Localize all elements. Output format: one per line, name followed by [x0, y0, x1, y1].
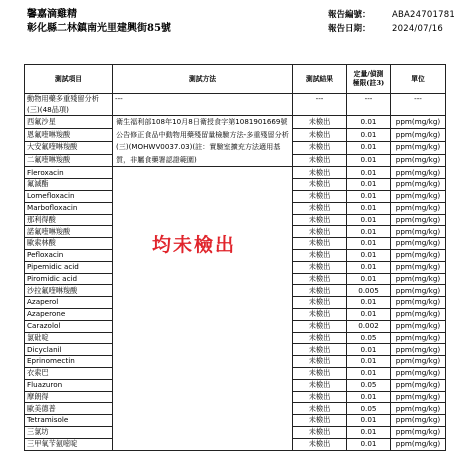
column-header-limit: 定量/偵測 極限(註3) — [347, 65, 391, 94]
detection-limit: 0.01 — [347, 297, 391, 309]
test-item: 歐美德普 — [25, 403, 113, 415]
unit: ppm(mg/kg) — [391, 320, 446, 332]
test-result: 未檢出 — [293, 332, 347, 344]
test-item: Carazolol — [25, 320, 113, 332]
test-result: 未檢出 — [293, 344, 347, 356]
unit: ppm(mg/kg) — [391, 344, 446, 356]
test-result: 未檢出 — [293, 285, 347, 297]
test-item: Fleroxacin — [25, 167, 113, 179]
unit: ppm(mg/kg) — [391, 202, 446, 214]
detection-limit: 0.05 — [347, 332, 391, 344]
test-item: 大安氟喹啉羧酸 — [25, 141, 113, 154]
unit: ppm(mg/kg) — [391, 415, 446, 427]
unit: ppm(mg/kg) — [391, 285, 446, 297]
test-item: 氯砒啶 — [25, 332, 113, 344]
unit: ppm(mg/kg) — [391, 308, 446, 320]
column-header-item: 測試項目 — [25, 65, 113, 94]
test-result: 未檢出 — [293, 128, 347, 141]
test-result: 未檢出 — [293, 249, 347, 261]
detection-limit: 0.05 — [347, 379, 391, 391]
group-item: 動物用藥多重殘留分析(三)(48品項) — [25, 94, 113, 116]
unit: ppm(mg/kg) — [391, 379, 446, 391]
all-not-detected-stamp: 均未檢出 — [152, 234, 237, 256]
detection-limit: 0.01 — [347, 415, 391, 427]
unit: ppm(mg/kg) — [391, 190, 446, 202]
detection-limit: 0.01 — [347, 367, 391, 379]
detection-limit: 0.01 — [347, 141, 391, 154]
detection-limit: 0.01 — [347, 226, 391, 238]
test-item: 二氟喹啉羧酸 — [25, 154, 113, 167]
test-item: Eprinomectin — [25, 356, 113, 368]
test-result: 未檢出 — [293, 415, 347, 427]
unit: ppm(mg/kg) — [391, 141, 446, 154]
detection-limit: 0.01 — [347, 128, 391, 141]
column-header-unit: 單位 — [391, 65, 446, 94]
test-item: Azaperol — [25, 297, 113, 309]
detection-limit: 0.01 — [347, 249, 391, 261]
column-header-method: 測試方法 — [113, 65, 293, 94]
company-address: 彰化縣二林鎮南光里建興街85號 — [27, 23, 171, 34]
test-result: 未檢出 — [293, 226, 347, 238]
detection-limit: 0.01 — [347, 214, 391, 226]
report-number: ABA24701781 — [392, 10, 455, 20]
table-row — [25, 167, 446, 179]
test-result: 未檢出 — [293, 116, 347, 129]
test-result: 未檢出 — [293, 438, 347, 450]
test-result: 未檢出 — [293, 356, 347, 368]
unit: ppm(mg/kg) — [391, 403, 446, 415]
detection-limit: 0.01 — [347, 238, 391, 250]
detection-limit: 0.01 — [347, 261, 391, 273]
unit: ppm(mg/kg) — [391, 273, 446, 285]
unit: ppm(mg/kg) — [391, 391, 446, 403]
report-number-label: 報告編號： — [328, 10, 371, 20]
test-result: 未檢出 — [293, 379, 347, 391]
detection-limit: 0.01 — [347, 438, 391, 450]
test-result: 未檢出 — [293, 320, 347, 332]
test-result: 未檢出 — [293, 273, 347, 285]
detection-limit: 0.01 — [347, 202, 391, 214]
test-result: 未檢出 — [293, 154, 347, 167]
detection-limit: 0.005 — [347, 285, 391, 297]
unit: ppm(mg/kg) — [391, 367, 446, 379]
company-name: 馨嘉滴雞精 — [27, 9, 77, 20]
detection-limit: 0.01 — [347, 426, 391, 438]
report-date-label: 報告日期： — [328, 24, 371, 34]
report-number-row — [328, 8, 455, 22]
test-method-continued — [113, 167, 293, 450]
group-method: --- — [113, 94, 293, 116]
unit: ppm(mg/kg) — [391, 116, 446, 129]
unit: ppm(mg/kg) — [391, 128, 446, 141]
test-result: 未檢出 — [293, 238, 347, 250]
test-result: 未檢出 — [293, 403, 347, 415]
report-date: 2024/07/16 — [392, 24, 443, 34]
detection-limit: 0.01 — [347, 391, 391, 403]
test-item: Azaperone — [25, 308, 113, 320]
unit: ppm(mg/kg) — [391, 356, 446, 368]
test-item: Tetramisole — [25, 415, 113, 427]
detection-limit: 0.01 — [347, 356, 391, 368]
unit: ppm(mg/kg) — [391, 249, 446, 261]
test-result: 未檢出 — [293, 308, 347, 320]
test-item: 三氯坊 — [25, 426, 113, 438]
table-header-row — [25, 65, 446, 94]
test-item: Pipemidic acid — [25, 261, 113, 273]
unit: ppm(mg/kg) — [391, 238, 446, 250]
detection-limit: 0.01 — [347, 154, 391, 167]
test-item: Piromidic acid — [25, 273, 113, 285]
test-results-table — [24, 64, 446, 451]
test-item: 摩朗得 — [25, 391, 113, 403]
test-result: 未檢出 — [293, 202, 347, 214]
detection-limit: 0.01 — [347, 190, 391, 202]
test-result: 未檢出 — [293, 141, 347, 154]
test-item: 三甲氧苄氨嘧啶 — [25, 438, 113, 450]
test-method: 衛生福利部108年10月8日衛授食字第1081901669號公告修正食品中動物用藥殘留量檢驗方法-多重殘留分析(三)(MOHWV0037.03)(註：實驗室擴充方法適用基質，非屬食藥署認證範圍) — [113, 116, 293, 167]
unit: ppm(mg/kg) — [391, 438, 446, 450]
detection-limit: 0.01 — [347, 344, 391, 356]
group-row — [25, 94, 446, 116]
test-item: 氟滅酯 — [25, 179, 113, 191]
group-limit: --- — [347, 94, 391, 116]
detection-limit: 0.002 — [347, 320, 391, 332]
detection-limit: 0.05 — [347, 403, 391, 415]
test-item: 諾氟喹啉羧酸 — [25, 226, 113, 238]
detection-limit: 0.01 — [347, 167, 391, 179]
group-unit: --- — [391, 94, 446, 116]
unit: ppm(mg/kg) — [391, 261, 446, 273]
test-item: 歐索林酸 — [25, 238, 113, 250]
detection-limit: 0.01 — [347, 116, 391, 129]
unit: ppm(mg/kg) — [391, 167, 446, 179]
test-item: Fluazuron — [25, 379, 113, 391]
test-item: Lomefloxacin — [25, 190, 113, 202]
test-item: Pefloxacin — [25, 249, 113, 261]
test-item: 衣索巴 — [25, 367, 113, 379]
report-header-left — [27, 8, 171, 36]
group-result: --- — [293, 94, 347, 116]
test-item: Dicyclanil — [25, 344, 113, 356]
unit: ppm(mg/kg) — [391, 154, 446, 167]
detection-limit: 0.01 — [347, 308, 391, 320]
unit: ppm(mg/kg) — [391, 297, 446, 309]
test-result: 未檢出 — [293, 367, 347, 379]
detection-limit: 0.01 — [347, 273, 391, 285]
report-date-row — [328, 22, 455, 36]
test-result: 未檢出 — [293, 214, 347, 226]
unit: ppm(mg/kg) — [391, 332, 446, 344]
detection-limit: 0.01 — [347, 179, 391, 191]
unit: ppm(mg/kg) — [391, 426, 446, 438]
test-item: 那利得酸 — [25, 214, 113, 226]
column-header-result: 測試結果 — [293, 65, 347, 94]
test-result: 未檢出 — [293, 190, 347, 202]
test-item: Marbofloxacin — [25, 202, 113, 214]
test-result: 未檢出 — [293, 391, 347, 403]
test-result: 未檢出 — [293, 426, 347, 438]
unit: ppm(mg/kg) — [391, 226, 446, 238]
unit: ppm(mg/kg) — [391, 214, 446, 226]
test-item: 沙拉氟喹啉羧酸 — [25, 285, 113, 297]
test-result: 未檢出 — [293, 179, 347, 191]
table-body — [25, 94, 446, 451]
test-item: 恩氟喹啉羧酸 — [25, 128, 113, 141]
unit: ppm(mg/kg) — [391, 179, 446, 191]
test-item: 西氟沙星 — [25, 116, 113, 129]
test-result: 未檢出 — [293, 261, 347, 273]
test-result: 未檢出 — [293, 167, 347, 179]
test-result: 未檢出 — [293, 297, 347, 309]
report-header-right — [328, 8, 455, 36]
table-row — [25, 116, 446, 129]
